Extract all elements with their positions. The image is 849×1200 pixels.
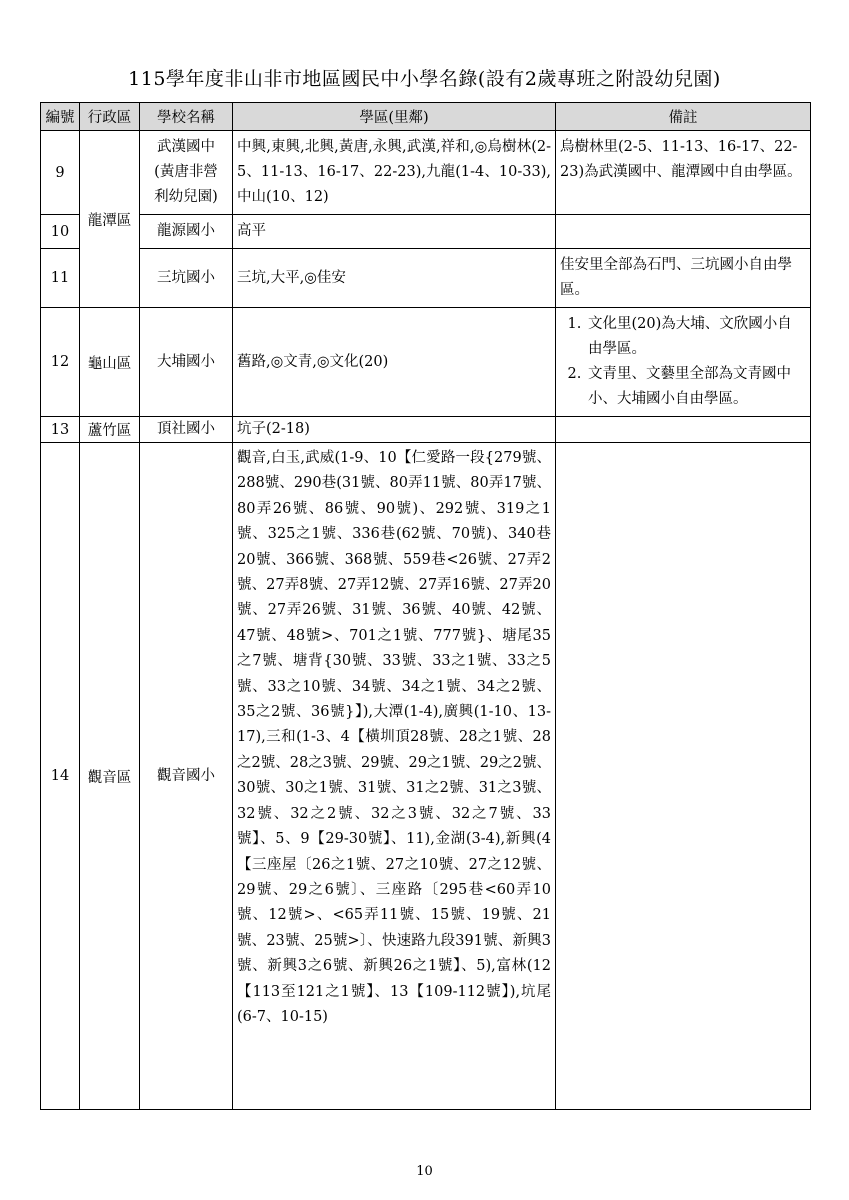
row-school-zone: 舊路,◎文青,◎文化(20) xyxy=(233,308,556,417)
table-row xyxy=(41,131,811,215)
row-school-zone: 中興,東興,北興,黃唐,永興,武漢,祥和,◎烏樹林(2-5、11-13、16-17、22-23),九龍(1-4、10-33),中山(10、12) xyxy=(233,131,556,215)
row-district: 觀音區 xyxy=(80,443,140,1110)
school-name-line: 武漢國中 xyxy=(157,139,215,155)
row-school-name: 龍源國小 xyxy=(140,215,233,249)
table-row xyxy=(41,417,811,443)
school-list-table xyxy=(40,102,811,1110)
row-school-name: 三坑國小 xyxy=(140,249,233,308)
page-number: 10 xyxy=(416,1164,433,1179)
row-school-name xyxy=(140,131,233,215)
row-school-name: 大埔國小 xyxy=(140,308,233,417)
row-school-zone: 觀音,白玉,武威(1-9、10【仁愛路一段{279號、288號、290巷(31號、80弄11號、80弄17號、80弄26號、86號、90號)、292號、319之1號、325之1號、336巷(62號、70號)、340巷20號、366號、368號、559巷<26號、27弄2號、27弄8號、27弄12號、27弄16號、27弄20號、27弄26號、31號、36號、40號、42號、47號、48號>、701之1號、777號}、塘尾35之7號、塘背{30號、33號、33之1號、33之5號、33之10號、34號、34之1號、34之2號、35之2號、36號}】),大潭(1-4),廣興(1-10、13-17),三和(1-3、4【橫圳頂28號、28之1號、28之2號、28之3號、29號、29之1號、29之2號、30號、30之1號、31號、31之2號、31之3號、32號、32之2號、32之3號、32之7號、33號】、5、9【29-30號】、11),金湖(3-4),新興(4【三座屋〔26之1號、27之10號、27之12號、29號、29之6號〕、三座路〔295巷<60弄10號、12號>、<65弄11號、15號、19號、21號、23號、25號>〕、快速路九段391號、新興3號、新興3之6號、新興26之1號】、5),富林(12【113至121之1號】、13【109-112號】),坑尾(6-7、10-15) xyxy=(233,443,556,1110)
row-number: 14 xyxy=(41,443,80,1110)
table-header-row xyxy=(41,103,811,131)
row-remarks xyxy=(556,308,811,417)
row-school-name: 頂社國小 xyxy=(140,417,233,443)
row-district: 龜山區 xyxy=(80,308,140,417)
table-row xyxy=(41,308,811,417)
table-row xyxy=(41,215,811,249)
row-remarks xyxy=(556,215,811,249)
remarks-list xyxy=(560,312,806,412)
row-school-zone: 坑子(2-18) xyxy=(233,417,556,443)
school-name-line: (黃唐非營 xyxy=(154,164,218,180)
remarks-list-item: 2. 文青里、文藝里全部為文青國中小、大埔國小自由學區。 xyxy=(586,362,806,412)
row-remarks xyxy=(556,417,811,443)
row-school-name: 觀音國小 xyxy=(140,443,233,1110)
row-number: 9 xyxy=(41,131,80,215)
row-district: 蘆竹區 xyxy=(80,417,140,443)
row-number: 11 xyxy=(41,249,80,308)
table-row xyxy=(41,443,811,1110)
row-number: 13 xyxy=(41,417,80,443)
row-remarks: 烏樹林里(2-5、11-13、16-17、22-23)為武漢國中、龍潭國中自由學區。 xyxy=(556,131,811,215)
school-name-line: 利幼兒園) xyxy=(154,189,218,205)
row-school-zone: 三坑,大平,◎佳安 xyxy=(233,249,556,308)
page-title: 115學年度非山非市地區國民中小學名錄(設有2歲專班之附設幼兒園) xyxy=(128,68,721,90)
row-remarks xyxy=(556,443,811,1110)
row-number: 12 xyxy=(41,308,80,417)
header-remarks: 備註 xyxy=(556,103,811,131)
table-row xyxy=(41,249,811,308)
header-school-name: 學校名稱 xyxy=(140,103,233,131)
remarks-list-item: 1. 文化里(20)為大埔、文欣國小自由學區。 xyxy=(586,312,806,362)
row-number: 10 xyxy=(41,215,80,249)
header-district: 行政區 xyxy=(80,103,140,131)
header-number: 編號 xyxy=(41,103,80,131)
row-district: 龍潭區 xyxy=(80,131,140,308)
row-remarks: 佳安里全部為石門、三坑國小自由學區。 xyxy=(556,249,811,308)
header-school-zone: 學區(里鄰) xyxy=(233,103,556,131)
row-school-zone: 高平 xyxy=(233,215,556,249)
